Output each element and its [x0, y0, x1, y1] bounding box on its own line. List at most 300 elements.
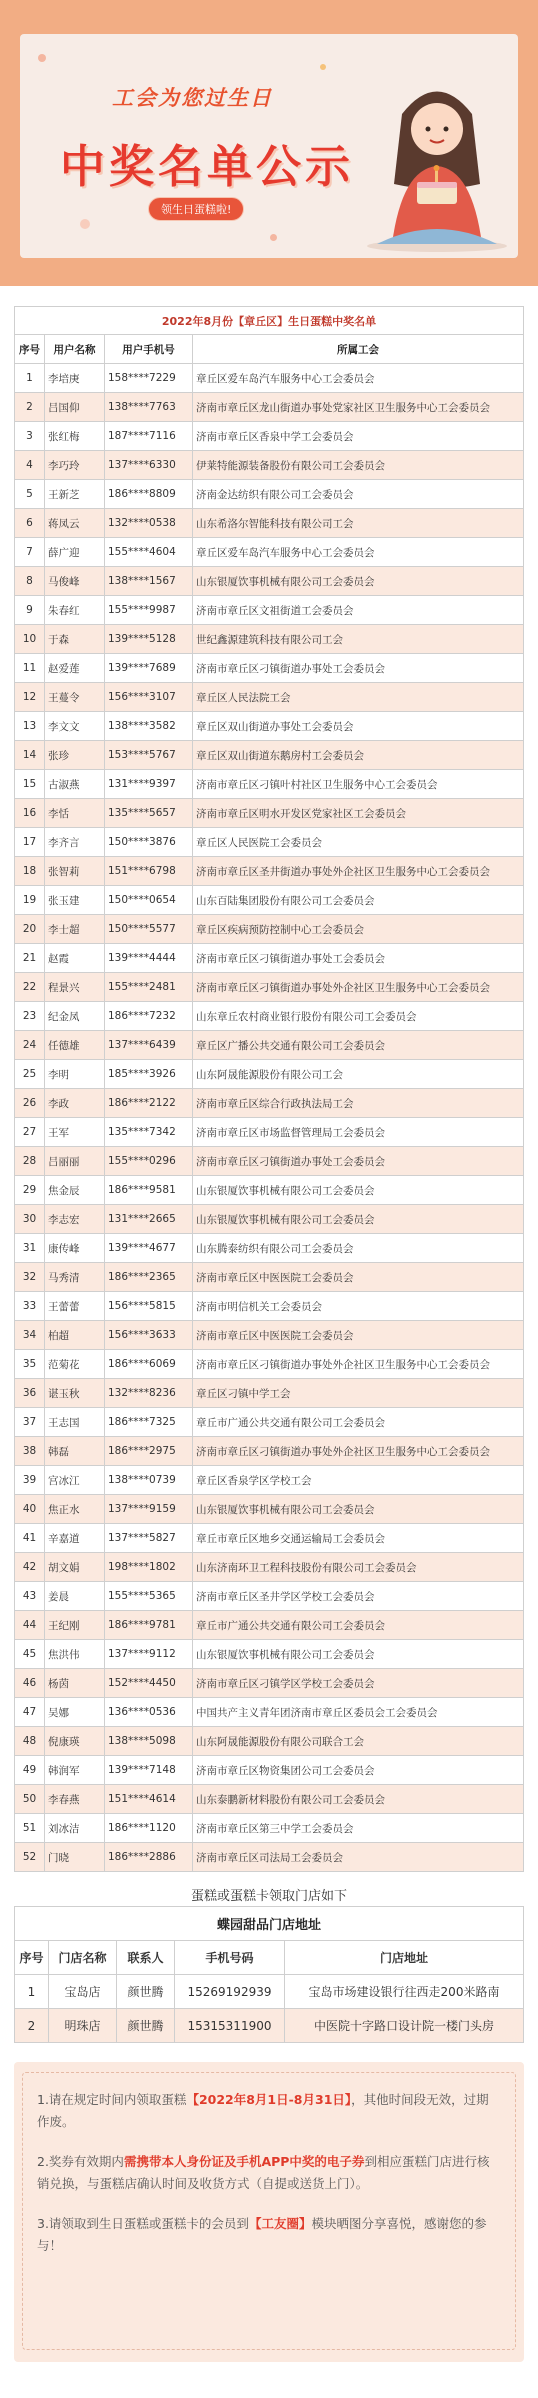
row-username: 于森	[45, 625, 105, 654]
row-union: 章丘市广通公共交通有限公司工会委员会	[193, 1611, 524, 1640]
row-phone: 138****3582	[105, 712, 193, 741]
note-3-text-end: 模块晒图分享喜悦，感谢您的参与！	[37, 2216, 487, 2253]
row-seq: 24	[15, 1031, 45, 1060]
banner-card	[20, 34, 518, 258]
row-phone: 186****8809	[105, 480, 193, 509]
row-union: 济南市章丘区中医医院工会委员会	[193, 1321, 524, 1350]
decor-dot	[320, 64, 326, 70]
note-1-text: 1.请在规定时间内领取蛋糕	[37, 2092, 187, 2107]
row-union: 济南市章丘区市场监督管理局工会委员会	[193, 1118, 524, 1147]
note-3-highlight: 【工友圈】	[248, 2216, 312, 2231]
row-seq: 10	[15, 625, 45, 654]
row-phone: 150****3876	[105, 828, 193, 857]
table-row	[15, 1640, 524, 1669]
store-header-seq: 序号	[15, 1941, 49, 1975]
row-phone: 186****2886	[105, 1843, 193, 1872]
row-username: 杨茵	[45, 1669, 105, 1698]
table-row	[15, 1205, 524, 1234]
store-seq: 2	[15, 2009, 49, 2043]
store-header-contact: 联系人	[117, 1941, 175, 1975]
row-username: 刘冰洁	[45, 1814, 105, 1843]
store-section-title: 蛋糕或蛋糕卡领取门店如下	[190, 1889, 347, 1904]
caption-prefix: 2022年8月份【	[161, 314, 245, 328]
row-username: 李士超	[45, 915, 105, 944]
row-phone: 155****0296	[105, 1147, 193, 1176]
row-phone: 186****9581	[105, 1176, 193, 1205]
row-union: 章丘区刁镇中学工会	[193, 1379, 524, 1408]
row-username: 李巧玲	[45, 451, 105, 480]
header-username: 用户名称	[45, 335, 105, 364]
row-username: 任德雄	[45, 1031, 105, 1060]
row-union: 章丘区爱车岛汽车服务中心工会委员会	[193, 538, 524, 567]
row-username: 纪金凤	[45, 1002, 105, 1031]
row-seq: 52	[15, 1843, 45, 1872]
row-phone: 158****7229	[105, 364, 193, 393]
row-phone: 155****9987	[105, 596, 193, 625]
note-1	[37, 2089, 501, 2133]
table-row	[15, 886, 524, 915]
store-seq: 1	[15, 1975, 49, 2009]
row-phone: 132****0538	[105, 509, 193, 538]
row-phone: 151****4614	[105, 1785, 193, 1814]
notes-box	[14, 2062, 524, 2362]
row-union: 济南市明信机关工会委员会	[193, 1292, 524, 1321]
row-username: 李志宏	[45, 1205, 105, 1234]
table-row	[15, 1756, 524, 1785]
table-row	[15, 828, 524, 857]
stores-caption-row	[15, 1907, 524, 1941]
row-username: 吴娜	[45, 1698, 105, 1727]
row-seq: 19	[15, 886, 45, 915]
table-row	[15, 1553, 524, 1582]
row-phone: 155****5365	[105, 1582, 193, 1611]
store-header-address: 门店地址	[285, 1941, 524, 1975]
row-seq: 37	[15, 1408, 45, 1437]
row-seq: 48	[15, 1727, 45, 1756]
decor-dot	[270, 234, 277, 241]
row-username: 胡文娟	[45, 1553, 105, 1582]
row-seq: 7	[15, 538, 45, 567]
table-row	[15, 1263, 524, 1292]
row-username: 姜晨	[45, 1582, 105, 1611]
table-row	[15, 973, 524, 1002]
row-username: 李齐言	[45, 828, 105, 857]
row-seq: 34	[15, 1321, 45, 1350]
table-row	[15, 451, 524, 480]
row-seq: 13	[15, 712, 45, 741]
row-union: 山东银厦饮事机械有限公司工会委员会	[193, 1495, 524, 1524]
row-seq: 14	[15, 741, 45, 770]
row-username: 李培庚	[45, 364, 105, 393]
row-phone: 186****7325	[105, 1408, 193, 1437]
row-username: 王蔓令	[45, 683, 105, 712]
row-union: 章丘区广播公共交通有限公司工会委员会	[193, 1031, 524, 1060]
note-2-text-end: 到相应蛋糕门店进行核销兑换，与蛋糕店确认时间及收货方式（自提或送货上门）。	[37, 2154, 490, 2191]
table-row	[15, 944, 524, 973]
table-row	[15, 1495, 524, 1524]
row-seq: 11	[15, 654, 45, 683]
store-header-phone: 手机号码	[175, 1941, 285, 1975]
row-seq: 36	[15, 1379, 45, 1408]
table-row	[15, 770, 524, 799]
row-seq: 35	[15, 1350, 45, 1379]
row-seq: 50	[15, 1785, 45, 1814]
row-union: 章丘区香泉学区学校工会	[193, 1466, 524, 1495]
table-row	[15, 654, 524, 683]
note-3-text: 3.请领取到生日蛋糕或蛋糕卡的会员到	[37, 2216, 249, 2231]
row-phone: 198****1802	[105, 1553, 193, 1582]
table-row	[15, 799, 524, 828]
row-seq: 28	[15, 1147, 45, 1176]
row-phone: 153****5767	[105, 741, 193, 770]
row-username: 谌玉秋	[45, 1379, 105, 1408]
row-union: 济南市章丘区第三中学工会委员会	[193, 1814, 524, 1843]
store-row	[15, 2009, 524, 2043]
row-phone: 136****0536	[105, 1698, 193, 1727]
row-seq: 44	[15, 1611, 45, 1640]
table-row	[15, 1408, 524, 1437]
row-union: 章丘区人民医院工会委员会	[193, 828, 524, 857]
row-username: 倪康瑛	[45, 1727, 105, 1756]
row-username: 李明	[45, 1060, 105, 1089]
row-phone: 156****3633	[105, 1321, 193, 1350]
row-username: 王军	[45, 1118, 105, 1147]
row-union: 章丘区双山街道办事处工会委员会	[193, 712, 524, 741]
row-username: 李政	[45, 1089, 105, 1118]
row-union: 山东阿晟能源股份有限公司工会	[193, 1060, 524, 1089]
row-union: 山东腾泰纺织有限公司工会委员会	[193, 1234, 524, 1263]
stores-header-row	[15, 1941, 524, 1975]
row-seq: 4	[15, 451, 45, 480]
row-union: 济南市章丘区刁镇街道办事处外企社区卫生服务中心工会委员会	[193, 973, 524, 1002]
store-row	[15, 1975, 524, 2009]
table-row	[15, 1234, 524, 1263]
store-name: 宝岛店	[49, 1975, 117, 2009]
row-seq: 6	[15, 509, 45, 538]
row-seq: 23	[15, 1002, 45, 1031]
table-row	[15, 915, 524, 944]
row-union: 中国共产主义青年团济南市章丘区委员会工会委员会	[193, 1698, 524, 1727]
row-phone: 186****2365	[105, 1263, 193, 1292]
winners-caption-row	[15, 307, 524, 335]
row-username: 柏超	[45, 1321, 105, 1350]
table-row	[15, 509, 524, 538]
table-row	[15, 741, 524, 770]
row-seq: 47	[15, 1698, 45, 1727]
row-phone: 139****4444	[105, 944, 193, 973]
header-phone: 用户手机号	[105, 335, 193, 364]
row-union: 山东银厦饮事机械有限公司工会委员会	[193, 1176, 524, 1205]
note-2-text: 2.奖券有效期内	[37, 2154, 124, 2169]
row-seq: 46	[15, 1669, 45, 1698]
row-username: 焦正水	[45, 1495, 105, 1524]
row-username: 蒋凤云	[45, 509, 105, 538]
row-username: 宫冰江	[45, 1466, 105, 1495]
table-row	[15, 1118, 524, 1147]
row-phone: 138****0739	[105, 1466, 193, 1495]
row-union: 章丘区双山街道东鹅房村工会委员会	[193, 741, 524, 770]
row-username: 李文文	[45, 712, 105, 741]
row-union: 济南市章丘区刁镇叶村社区卫生服务中心工会委员会	[193, 770, 524, 799]
row-seq: 25	[15, 1060, 45, 1089]
row-union: 济南市章丘区物资集团公司工会委员会	[193, 1756, 524, 1785]
row-union: 章丘市广通公共交通有限公司工会委员会	[193, 1408, 524, 1437]
banner-subtitle: 工会为您过生日	[112, 85, 273, 110]
row-union: 伊莱特能源装备股份有限公司工会委员会	[193, 451, 524, 480]
row-seq: 1	[15, 364, 45, 393]
row-seq: 9	[15, 596, 45, 625]
row-phone: 156****5815	[105, 1292, 193, 1321]
row-username: 马秀清	[45, 1263, 105, 1292]
table-row	[15, 1321, 524, 1350]
header-seq: 序号	[15, 335, 45, 364]
table-row	[15, 1669, 524, 1698]
table-row	[15, 567, 524, 596]
row-phone: 139****7689	[105, 654, 193, 683]
table-row	[15, 625, 524, 654]
row-union: 山东阿晟能源股份有限公司联合工会	[193, 1727, 524, 1756]
table-row	[15, 683, 524, 712]
note-1-highlight: 【2022年8月1日-8月31日】	[186, 2092, 352, 2107]
row-union: 山东银厦饮事机械有限公司工会委员会	[193, 1205, 524, 1234]
row-seq: 40	[15, 1495, 45, 1524]
row-union: 济南市章丘区明水开发区党家社区工会委员会	[193, 799, 524, 828]
row-phone: 186****2122	[105, 1089, 193, 1118]
get-cake-button[interactable]: 领生日蛋糕啦!	[148, 197, 244, 221]
row-seq: 49	[15, 1756, 45, 1785]
row-username: 范菊花	[45, 1350, 105, 1379]
row-union: 山东希洛尔智能科技有限公司工会	[193, 509, 524, 538]
row-seq: 38	[15, 1437, 45, 1466]
row-seq: 26	[15, 1089, 45, 1118]
banner-title: 中奖名单公示	[60, 140, 355, 193]
row-seq: 16	[15, 799, 45, 828]
row-seq: 12	[15, 683, 45, 712]
table-row	[15, 480, 524, 509]
table-row	[15, 1785, 524, 1814]
table-row	[15, 712, 524, 741]
row-seq: 31	[15, 1234, 45, 1263]
row-seq: 17	[15, 828, 45, 857]
row-union: 济南市章丘区刁镇学区学校工会委员会	[193, 1669, 524, 1698]
banner	[0, 0, 538, 286]
table-row	[15, 364, 524, 393]
row-phone: 131****9397	[105, 770, 193, 799]
row-seq: 27	[15, 1118, 45, 1147]
row-union: 济南市章丘区圣井街道办事处外企社区卫生服务中心工会委员会	[193, 857, 524, 886]
row-phone: 137****9159	[105, 1495, 193, 1524]
row-union: 济南市章丘区圣井学区学校工会委员会	[193, 1582, 524, 1611]
row-phone: 137****6330	[105, 451, 193, 480]
row-seq: 29	[15, 1176, 45, 1205]
table-row	[15, 1727, 524, 1756]
row-seq: 39	[15, 1466, 45, 1495]
row-phone: 155****4604	[105, 538, 193, 567]
store-contact: 颜世腾	[117, 1975, 175, 2009]
row-phone: 135****5657	[105, 799, 193, 828]
row-username: 张玉建	[45, 886, 105, 915]
row-union: 济南市章丘区刁镇街道办事处外企社区卫生服务中心工会委员会	[193, 1350, 524, 1379]
store-phone: 15269192939	[175, 1975, 285, 2009]
row-username: 李春燕	[45, 1785, 105, 1814]
row-phone: 186****6069	[105, 1350, 193, 1379]
note-2-highlight: 需携带本人身份证及手机APP中奖的电子券	[123, 2154, 365, 2169]
row-username: 康传峰	[45, 1234, 105, 1263]
store-name: 明珠店	[49, 2009, 117, 2043]
table-row	[15, 1002, 524, 1031]
table-row	[15, 393, 524, 422]
decor-dot	[38, 54, 46, 62]
row-username: 张红梅	[45, 422, 105, 451]
row-phone: 135****7342	[105, 1118, 193, 1147]
row-union: 济南市章丘区综合行政执法局工会	[193, 1089, 524, 1118]
row-union: 济南市章丘区刁镇街道办事处工会委员会	[193, 1147, 524, 1176]
row-username: 赵霞	[45, 944, 105, 973]
table-row	[15, 1089, 524, 1118]
row-username: 古淑燕	[45, 770, 105, 799]
row-union: 济南市章丘区司法局工会委员会	[193, 1843, 524, 1872]
store-address: 中医院十字路口设计院一楼门头房	[285, 2009, 524, 2043]
row-phone: 138****5098	[105, 1727, 193, 1756]
row-phone: 139****4677	[105, 1234, 193, 1263]
row-phone: 132****8236	[105, 1379, 193, 1408]
row-seq: 8	[15, 567, 45, 596]
row-username: 朱春红	[45, 596, 105, 625]
row-union: 济南市章丘区刁镇街道办事处外企社区卫生服务中心工会委员会	[193, 1437, 524, 1466]
row-phone: 150****5577	[105, 915, 193, 944]
row-union: 世纪鑫源建筑科技有限公司工会	[193, 625, 524, 654]
row-phone: 139****7148	[105, 1756, 193, 1785]
winners-caption	[15, 307, 524, 335]
row-seq: 3	[15, 422, 45, 451]
row-phone: 186****2975	[105, 1437, 193, 1466]
row-seq: 5	[15, 480, 45, 509]
row-username: 王蕾蕾	[45, 1292, 105, 1321]
row-union: 章丘区疾病预防控制中心工会委员会	[193, 915, 524, 944]
store-address: 宝岛市场建设银行往西走200米路南	[285, 1975, 524, 2009]
row-union: 章丘区人民法院工会	[193, 683, 524, 712]
note-1-text-end: ，其他时间段无效，过期作废。	[37, 2092, 489, 2129]
row-union: 山东济南环卫工程科技股份有限公司工会委员会	[193, 1553, 524, 1582]
row-phone: 156****3107	[105, 683, 193, 712]
table-row	[15, 1031, 524, 1060]
row-seq: 21	[15, 944, 45, 973]
caption-suffix: 】生日蛋糕中奖名单	[277, 314, 377, 328]
row-seq: 30	[15, 1205, 45, 1234]
girl-with-cake-illustration	[362, 74, 512, 254]
row-phone: 187****7116	[105, 422, 193, 451]
row-username: 马俊峰	[45, 567, 105, 596]
row-username: 张智莉	[45, 857, 105, 886]
store-header-name: 门店名称	[49, 1941, 117, 1975]
row-phone: 138****7763	[105, 393, 193, 422]
row-phone: 137****5827	[105, 1524, 193, 1553]
table-row	[15, 1611, 524, 1640]
row-union: 山东章丘农村商业银行股份有限公司工会委员会	[193, 1002, 524, 1031]
row-username: 王纪刚	[45, 1611, 105, 1640]
caption-region: 章丘区	[244, 314, 278, 328]
table-row	[15, 1350, 524, 1379]
row-seq: 22	[15, 973, 45, 1002]
row-seq: 15	[15, 770, 45, 799]
row-seq: 20	[15, 915, 45, 944]
row-seq: 33	[15, 1292, 45, 1321]
row-username: 王新芝	[45, 480, 105, 509]
row-phone: 138****1567	[105, 567, 193, 596]
row-username: 王志国	[45, 1408, 105, 1437]
row-seq: 45	[15, 1640, 45, 1669]
row-union: 济南金达纺织有限公司工会委员会	[193, 480, 524, 509]
table-row	[15, 1843, 524, 1872]
row-union: 济南市章丘区刁镇街道办事处工会委员会	[193, 654, 524, 683]
row-phone: 150****0654	[105, 886, 193, 915]
header-union: 所属工会	[193, 335, 524, 364]
row-username: 赵爱莲	[45, 654, 105, 683]
table-row	[15, 1379, 524, 1408]
table-row	[15, 1466, 524, 1495]
note-3	[37, 2213, 501, 2257]
decor-dot	[80, 219, 90, 229]
row-union: 济南市章丘区龙山街道办事处党家社区卫生服务中心工会委员会	[193, 393, 524, 422]
table-row	[15, 1524, 524, 1553]
row-phone: 186****9781	[105, 1611, 193, 1640]
row-username: 门晓	[45, 1843, 105, 1872]
row-union: 济南市章丘区香泉中学工会委员会	[193, 422, 524, 451]
row-union: 山东银厦饮事机械有限公司工会委员会	[193, 1640, 524, 1669]
row-phone: 139****5128	[105, 625, 193, 654]
table-row	[15, 1060, 524, 1089]
row-seq: 51	[15, 1814, 45, 1843]
row-seq: 32	[15, 1263, 45, 1292]
row-union: 章丘市章丘区地乡交通运输局工会委员会	[193, 1524, 524, 1553]
row-union: 济南市章丘区文祖街道工会委员会	[193, 596, 524, 625]
table-row	[15, 596, 524, 625]
row-username: 吕国仰	[45, 393, 105, 422]
row-phone: 152****4450	[105, 1669, 193, 1698]
row-phone: 151****6798	[105, 857, 193, 886]
row-phone: 155****2481	[105, 973, 193, 1002]
row-seq: 43	[15, 1582, 45, 1611]
row-username: 韩润军	[45, 1756, 105, 1785]
notes-inner	[22, 2072, 516, 2350]
row-seq: 41	[15, 1524, 45, 1553]
row-union: 济南市章丘区中医医院工会委员会	[193, 1263, 524, 1292]
table-row	[15, 1814, 524, 1843]
row-union: 山东泰鹏新材料股份有限公司工会委员会	[193, 1785, 524, 1814]
row-seq: 42	[15, 1553, 45, 1582]
table-row	[15, 1292, 524, 1321]
row-username: 焦金辰	[45, 1176, 105, 1205]
row-username: 吕丽丽	[45, 1147, 105, 1176]
row-username: 李恬	[45, 799, 105, 828]
row-union: 山东银厦饮事机械有限公司工会委员会	[193, 567, 524, 596]
note-2	[37, 2151, 501, 2195]
row-seq: 2	[15, 393, 45, 422]
row-username: 辛嘉道	[45, 1524, 105, 1553]
row-username: 韩磊	[45, 1437, 105, 1466]
row-username: 薛广迎	[45, 538, 105, 567]
row-phone: 186****1120	[105, 1814, 193, 1843]
store-contact: 颜世腾	[117, 2009, 175, 2043]
store-phone: 15315311900	[175, 2009, 285, 2043]
stores-table	[14, 1906, 524, 2043]
table-row	[15, 1147, 524, 1176]
row-phone: 131****2665	[105, 1205, 193, 1234]
row-seq: 18	[15, 857, 45, 886]
row-phone: 137****9112	[105, 1640, 193, 1669]
table-row	[15, 1176, 524, 1205]
table-row	[15, 857, 524, 886]
